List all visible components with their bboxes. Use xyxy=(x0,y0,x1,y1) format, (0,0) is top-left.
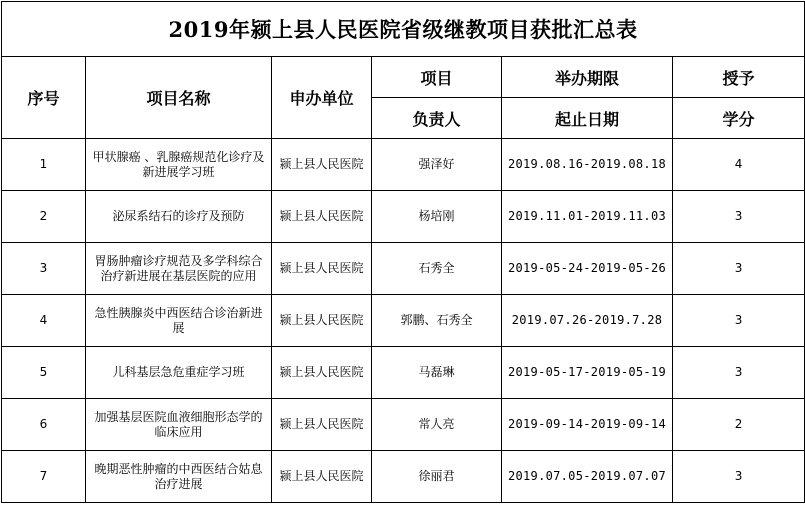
cell-project-name: 胃肠肿瘤诊疗规范及多学科综合治疗新进展在基层医院的应用 xyxy=(86,243,272,295)
cell-seq: 5 xyxy=(2,347,86,399)
header-seq: 序号 xyxy=(2,57,86,139)
cell-organizer: 颍上县人民医院 xyxy=(272,295,372,347)
cell-credit: 3 xyxy=(673,191,805,243)
cell-seq: 3 xyxy=(2,243,86,295)
cell-dates: 2019-05-17-2019-05-19 xyxy=(502,347,673,399)
cell-dates: 2019.07.05-2019.07.07 xyxy=(502,451,673,503)
cell-seq: 7 xyxy=(2,451,86,503)
cell-leader: 石秀全 xyxy=(372,243,502,295)
cell-credit: 3 xyxy=(673,295,805,347)
table-row xyxy=(2,295,805,347)
cell-project-name: 泌尿系结石的诊疗及预防 xyxy=(86,191,272,243)
cell-organizer: 颍上县人民医院 xyxy=(272,347,372,399)
header-credit-bottom: 学分 xyxy=(673,98,805,139)
table-body xyxy=(2,139,805,503)
table-row xyxy=(2,139,805,191)
cell-project-name: 晚期恶性肿瘤的中西医结合姑息治疗进展 xyxy=(86,451,272,503)
cell-leader: 强泽好 xyxy=(372,139,502,191)
cell-credit: 3 xyxy=(673,347,805,399)
header-leader-top: 项目 xyxy=(372,57,502,98)
cell-seq: 1 xyxy=(2,139,86,191)
cell-credit: 2 xyxy=(673,399,805,451)
cell-dates: 2019.08.16-2019.08.18 xyxy=(502,139,673,191)
cell-leader: 徐丽君 xyxy=(372,451,502,503)
cell-dates: 2019-05-24-2019-05-26 xyxy=(502,243,673,295)
header-credit-top: 授予 xyxy=(673,57,805,98)
cell-dates: 2019.11.01-2019.11.03 xyxy=(502,191,673,243)
table-row xyxy=(2,347,805,399)
cell-project-name: 儿科基层急危重症学习班 xyxy=(86,347,272,399)
cell-seq: 6 xyxy=(2,399,86,451)
table-row xyxy=(2,451,805,503)
header-period-bottom: 起止日期 xyxy=(502,98,673,139)
cell-leader: 马磊琳 xyxy=(372,347,502,399)
cell-organizer: 颍上县人民医院 xyxy=(272,399,372,451)
cell-organizer: 颍上县人民医院 xyxy=(272,451,372,503)
table-title: 2019年颍上县人民医院省级继教项目获批汇总表 xyxy=(2,2,805,57)
cell-credit: 3 xyxy=(673,243,805,295)
cell-organizer: 颍上县人民医院 xyxy=(272,191,372,243)
cell-leader: 常人亮 xyxy=(372,399,502,451)
cell-leader: 杨培刚 xyxy=(372,191,502,243)
cell-project-name: 甲状腺癌 、乳腺癌规范化诊疗及新进展学习班 xyxy=(86,139,272,191)
header-leader-bottom: 负责人 xyxy=(372,98,502,139)
cell-dates: 2019-09-14-2019-09-14 xyxy=(502,399,673,451)
cell-credit: 4 xyxy=(673,139,805,191)
header-project-name: 项目名称 xyxy=(86,57,272,139)
table-row xyxy=(2,191,805,243)
cell-organizer: 颍上县人民医院 xyxy=(272,243,372,295)
cell-credit: 3 xyxy=(673,451,805,503)
table-row xyxy=(2,399,805,451)
cell-seq: 2 xyxy=(2,191,86,243)
header-period-top: 举办期限 xyxy=(502,57,673,98)
cell-leader: 郭鹏、石秀全 xyxy=(372,295,502,347)
cell-dates: 2019.07.26-2019.7.28 xyxy=(502,295,673,347)
cell-project-name: 急性胰腺炎中西医结合诊治新进展 xyxy=(86,295,272,347)
header-organizer: 申办单位 xyxy=(272,57,372,139)
cell-project-name: 加强基层医院血液细胞形态学的临床应用 xyxy=(86,399,272,451)
table-row xyxy=(2,243,805,295)
cell-organizer: 颍上县人民医院 xyxy=(272,139,372,191)
cell-seq: 4 xyxy=(2,295,86,347)
summary-table xyxy=(1,1,805,503)
